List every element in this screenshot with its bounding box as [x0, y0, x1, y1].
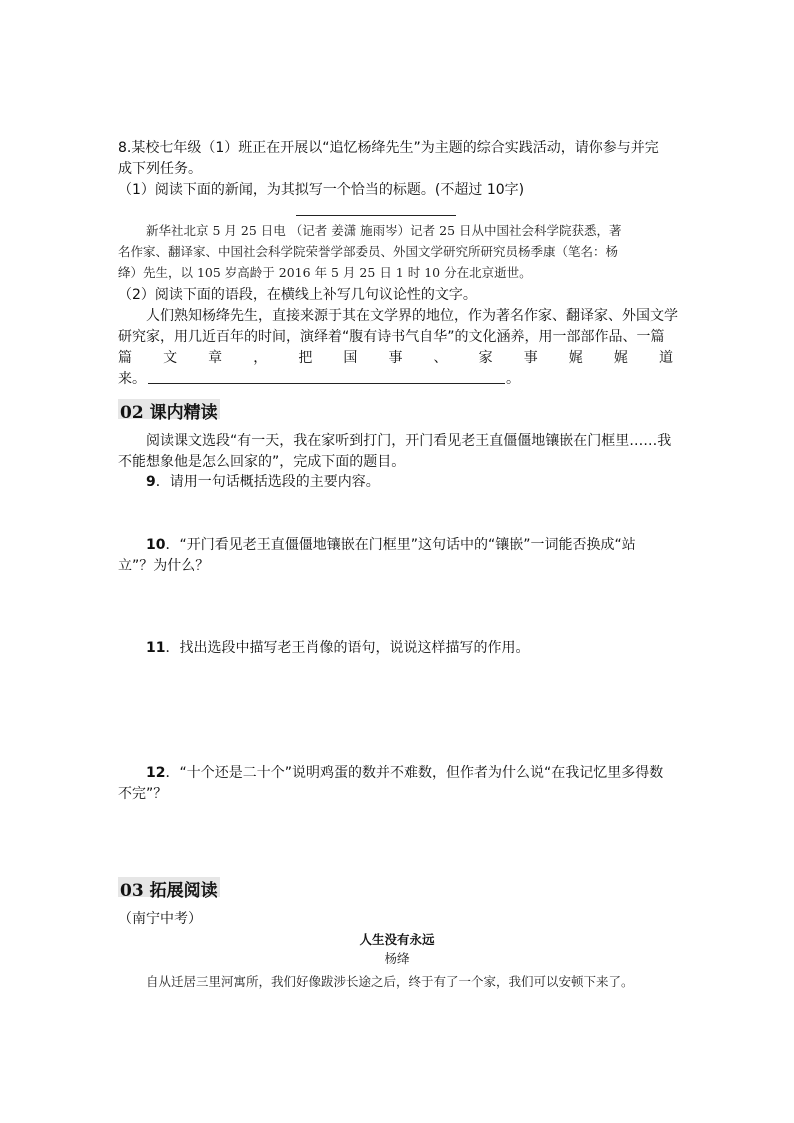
section03-title: 03 拓展阅读	[120, 881, 218, 901]
question-number: 12	[146, 765, 166, 781]
question-text: ．“十个还是二十个”说明鸡蛋的数并不难数，但作者为什么说“在我记忆里多得数	[165, 765, 664, 781]
para-char: 国	[343, 350, 358, 366]
para-char: 、	[433, 350, 448, 366]
comment-blank[interactable]	[148, 383, 505, 384]
para-char: 章	[208, 350, 223, 366]
question-text: ．找出选段中描写老王肖像的语句，说说这样描写的作用。	[165, 640, 530, 656]
q8-sub1: （1）阅读下面的新闻，为其拟写一个恰当的标题。(不超过 10字)	[118, 182, 525, 198]
source-note: （南宁中考）	[118, 911, 202, 927]
question-12-line2: 不完”？	[118, 786, 168, 802]
para-char: 事	[388, 350, 403, 366]
article-author: 杨绛	[384, 951, 410, 966]
para-line4-start: 来。	[118, 371, 146, 387]
news-title-blank[interactable]	[296, 215, 456, 216]
news-line1: 新华社北京 5 月 25 日电 （记者 姜潇 施雨岑）记者 25 日从中国社会科学院获悉，著	[146, 223, 622, 238]
para-char: 娓	[568, 350, 583, 366]
para-line3	[118, 348, 673, 368]
question-text: ．请用一句话概括选段的主要内容。	[155, 474, 380, 490]
q8-sub2: （2）阅读下面的语段，在横线上补写几句议论性的文字。	[118, 287, 477, 303]
para-line1: 人们熟知杨绛先生，直接来源于其在文学界的地位，作为著名作家、翻译家、外国文学	[146, 308, 678, 324]
article-title: 人生没有永远	[359, 932, 435, 947]
para-char: 篇	[118, 350, 132, 366]
para-char: ，	[253, 350, 268, 366]
question-text: ．“开门看见老王直僵僵地镶嵌在门框里”这句话中的“镶嵌”一词能否换成“站	[165, 537, 636, 553]
question-number: 11	[146, 640, 166, 656]
question-12	[146, 763, 663, 783]
section02-intro-line2: 不能想象他是怎么回家的”，完成下面的题目。	[118, 454, 406, 470]
para-char: 文	[163, 350, 178, 366]
question-10-line2: 立”？为什么？	[118, 558, 210, 574]
para-char: 道	[658, 350, 673, 366]
section02-title: 02 课内精读	[120, 403, 218, 423]
section02-intro-line1: 阅读课文选段“有一天，我在家听到打门，开门看见老王直僵僵地镶嵌在门框里……我	[146, 433, 672, 449]
question-number: 10	[146, 537, 166, 553]
news-line2: 名作家、翻译家、中国社会科学院荣誉学部委员、外国文学研究所研究员杨季康（笔名：杨	[118, 244, 619, 259]
para-line2: 研究家，用几近百年的时间，演绎着“腹有诗书气自华”的文化涵养，用一部部作品、一篇	[118, 329, 665, 345]
article-first-line: 自从迁居三里河寓所，我们好像跋涉长途之后，终于有了一个家，我们可以安顿下来了。	[146, 974, 634, 989]
para-line4-end: 。	[506, 371, 520, 387]
q8-stem-line2: 成下列任务。	[118, 161, 202, 177]
para-char: 把	[298, 350, 313, 366]
q8-stem-line1: 8.某校七年级（1）班正在开展以“追忆杨绛先生”为主题的综合实践活动，请你参与并完	[118, 140, 659, 156]
para-char: 事	[523, 350, 538, 366]
para-char: 娓	[613, 350, 628, 366]
question-number: 9	[146, 474, 156, 490]
para-char: 家	[478, 350, 493, 366]
news-line3: 绛）先生，以 105 岁高龄于 2016 年 5 月 25 日 1 时 10 分在北京逝世。	[118, 265, 532, 280]
question-10	[146, 535, 636, 555]
question-11	[146, 638, 529, 658]
question-9	[146, 472, 380, 492]
